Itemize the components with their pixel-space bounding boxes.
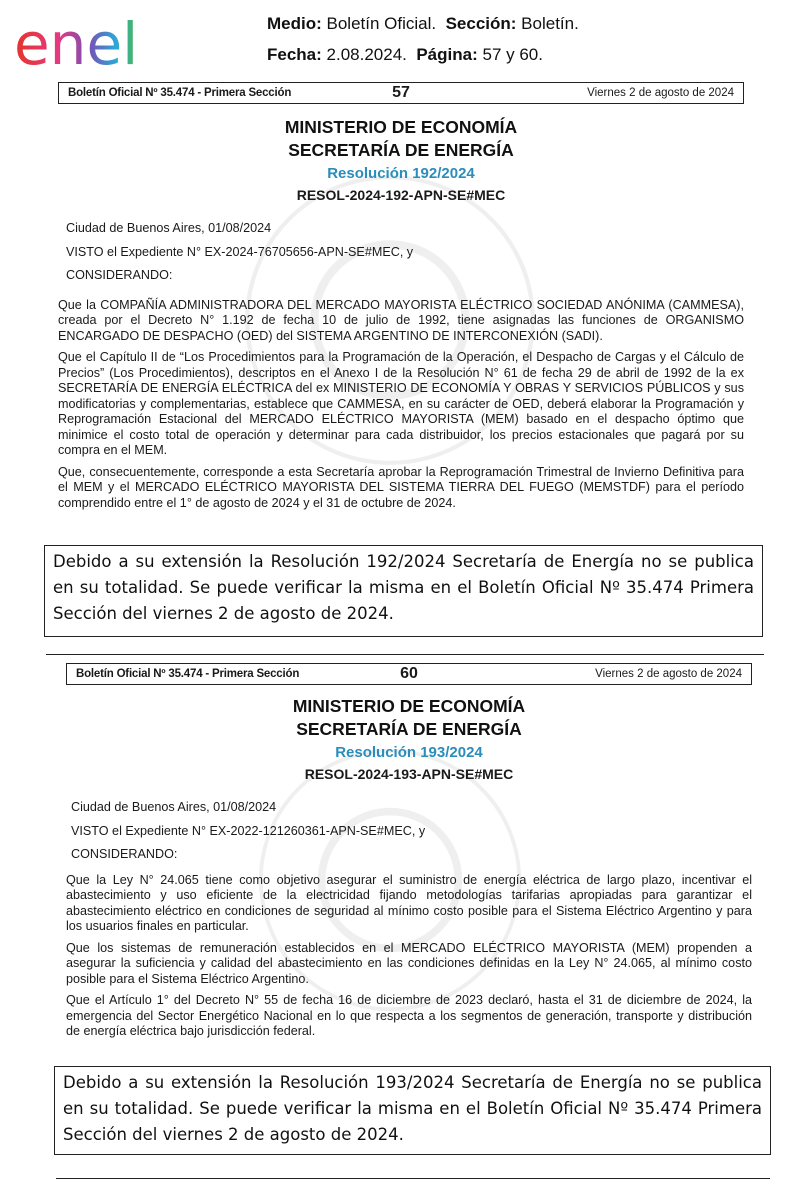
clip-line-2 [267,39,579,70]
paragraph: Que el Artículo 1° del Decreto N° 55 de fecha 16 de diciembre de 2023 declaró, hasta el 31 de diciembre de 2024, la emergencia del Sector Energético Nacional en lo que respecta a los segmentos de generación, transporte y distribución de energía eléctrica bajo jurisdicción federal. [66,993,752,1038]
pagina-label: Página: [416,45,478,64]
resolution-code: RESOL-2024-192-APN-SE#MEC [296,187,506,203]
fecha-value: 2.08.2024. [326,45,407,64]
truncation-notice-192: Debido a su extensión la Resolución 192/2024 Secretaría de Energía no se publica en su totalidad. Se puede verificar la misma en el Boletín Oficial Nº 35.474 Primera Sección del viernes 2 de agosto de 2024. [44,545,763,637]
paragraph: Que los sistemas de remuneración establecidos en el MERCADO ELÉCTRICO MAYORISTA (MEM) propenden a asegurar la suficiencia y calidad del abastecimiento en las condiciones definidas en la Ley N° 24.065, al mínimo costo posible para el Sistema Eléctrico Argentino. [66,940,752,986]
considerando-label: CONSIDERANDO: [66,268,173,282]
secretariat-heading: SECRETARÍA DE ENERGÍA [288,140,514,160]
divider [56,1178,770,1179]
bulletin-page-number: 57 [392,84,410,101]
bulletin-header [66,663,752,685]
ministry-heading: MINISTERIO DE ECONOMÍA [292,696,526,716]
truncation-notice-193: Debido a su extensión la Resolución 193/2024 Secretaría de Energía no se publica en su totalidad. Se puede verificar la misma en el Boletín Oficial Nº 35.474 Primera Sección del viernes 2 de agosto de 2024. [54,1066,771,1155]
bulletin-issue: Boletín Oficial Nº 35.474 - Primera Sección [68,87,292,99]
city-date: Ciudad de Buenos Aires, 01/08/2024 [71,800,277,814]
considerando-label: CONSIDERANDO: [71,847,178,861]
paragraph: Que la Ley N° 24.065 tiene como objetivo asegurar el suministro de energía eléctrica de largo plazo, incentivar el abastecimiento y uso eficiente de la electricidad fijando metodologías tarifarias apropiadas para garantizar el abastecimiento eléctrico en condiciones de seguridad al mínimo costo posible para el Sistema Eléctrico Argentino y para los usuarios finales en particular. [66,872,752,933]
secretariat-heading: SECRETARÍA DE ENERGÍA [296,719,522,739]
medio-value: Boletín Oficial. [326,14,437,33]
visto-line: VISTO el Expediente N° EX-2022-121260361-APN-SE#MEC, y [71,823,426,838]
resolution-title: Resolución 192/2024 [327,165,475,182]
enel-logo [14,8,184,70]
seccion-value: Boletín. [521,14,579,33]
paragraph: Que la COMPAÑÍA ADMINISTRADORA DEL MERCADO MAYORISTA ELÉCTRICO SOCIEDAD ANÓNIMA (CAMMESA), creada por el Decreto N° 1.192 de fecha 10 de julio de 1992, tiene asignadas las funciones de ORGANISMO ENCARGADO DE DESPACHO (OED) del SISTEMA ARGENTINO DE INTERCONEXIÓN (SADI). [58,297,744,343]
visto-line: VISTO el Expediente N° EX-2024-76705656-APN-SE#MEC, y [66,244,414,259]
fecha-label: Fecha: [267,45,322,64]
bulletin-excerpt-page-57 [58,82,744,511]
bulletin-header [58,82,744,104]
paragraph: Que el Capítulo II de “Los Procedimientos para la Programación de la Operación, el Despacho de Cargas y el Cálculo de Precios” (Los Procedimientos), descriptos en el Anexo I de la Resolución N° 61 de fecha 29 de abril de 1992 de la ex SECRETARÍA DE ENERGÍA ELÉCTRICA del ex MINISTERIO DE ECONOMÍA Y OBRAS Y SERVICIOS PÚBLICOS y sus modificatorias y complementarias, establece que CAMMESA, en su carácter de OED, deberá elaborar la Programación y Reprogramación Estacional del MERCADO ELÉCTRICO MAYORISTA (MEM) basado en el despacho óptimo que minimice el costo total de operación y determinar para cada distribuidor, los precios estacionales que pagará por su compra en el MEM. [58,350,744,457]
bulletin-date: Viernes 2 de agosto de 2024 [595,668,742,680]
medio-label: Medio: [267,14,322,33]
clip-metadata [267,8,579,70]
pagina-value: 57 y 60. [482,45,543,64]
seccion-label: Sección: [445,14,517,33]
bulletin-page-number: 60 [400,665,418,682]
city-date: Ciudad de Buenos Aires, 01/08/2024 [66,221,272,235]
clip-line-1 [267,8,579,39]
resolution-title: Resolución 193/2024 [335,744,483,761]
divider [46,654,764,655]
bulletin-date: Viernes 2 de agosto de 2024 [587,87,734,99]
paragraph: Que, consecuentemente, corresponde a esta Secretaría aprobar la Reprogramación Trimestral de Invierno Definitiva para el MEM y el MERCADO ELÉCTRICO MAYORISTA DEL SISTEMA TIERRA DEL FUEGO (MEMSTDF) para el período comprendido entre el 1° de agosto de 2024 y el 31 de octubre de 2024. [58,464,744,510]
bulletin-excerpt-page-60 [66,663,752,1040]
bulletin-issue: Boletín Oficial Nº 35.474 - Primera Sección [76,668,300,680]
resolution-code: RESOL-2024-193-APN-SE#MEC [304,766,514,782]
ministry-heading: MINISTERIO DE ECONOMÍA [284,117,518,137]
enel-logo-text: enel [14,10,139,70]
